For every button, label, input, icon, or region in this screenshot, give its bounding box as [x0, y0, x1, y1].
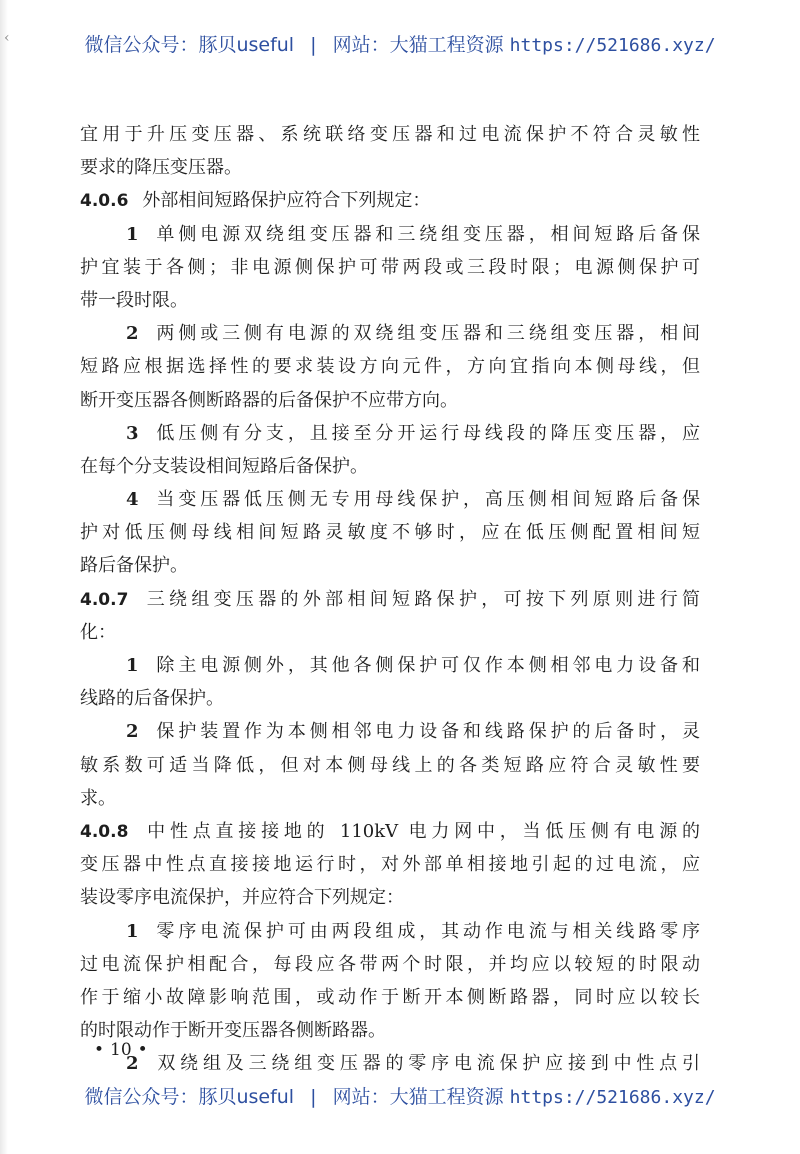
item-text: 保护装置作为本侧相邻电力设备和线路保护的后备时，灵	[152, 721, 700, 743]
item-number: 1	[126, 920, 139, 942]
clause-number: 4.0.7	[80, 589, 129, 610]
text-line: 要求的降压变压器。	[80, 157, 242, 179]
item-text: 当变压器低压侧无专用母线保护，高压侧相间短路后备保	[152, 489, 700, 511]
list-item	[80, 649, 700, 682]
item-number: 2	[126, 721, 139, 743]
text-line: 作于缩小故障影响范围，或动作于断开本侧断路器，同时应以较长	[80, 986, 700, 1008]
watermark-account: 微信公众号：豚贝useful	[84, 1086, 295, 1108]
page-number-value: 10	[110, 1040, 132, 1060]
watermark-separator: |	[310, 1086, 317, 1108]
text-line: 在每个分支装设相间短路后备保护。	[80, 455, 368, 477]
text-line: 过电流保护相配合，每段应各带两个时限，并均应以较短的时限动	[80, 953, 700, 975]
text-line: 线路的后备保护。	[80, 688, 224, 710]
list-item	[80, 417, 700, 450]
text-line: 护宜装于各侧；非电源侧保护可带两段或三段时限；电源侧保护可	[80, 256, 700, 278]
item-text: 单侧电源双绕组变压器和三绕组变压器，相间短路后备保	[152, 223, 700, 245]
watermark-site: 网站：大猫工程资源	[332, 34, 504, 56]
page-number-dot: •	[137, 1040, 148, 1060]
scan-mark-icon: ‹	[4, 30, 10, 46]
item-text: 除主电源侧外，其他各侧保护可仅作本侧相邻电力设备和	[152, 655, 700, 676]
page-number	[88, 1040, 154, 1060]
text-line: 变压器中性点直接接地运行时，对外部单相接地引起的过电流，应	[80, 854, 700, 876]
watermark-site: 网站：大猫工程资源	[332, 1086, 504, 1108]
item-number: 4	[126, 489, 139, 511]
list-item	[80, 218, 700, 251]
list-item	[80, 915, 700, 948]
item-number: 2	[126, 1053, 139, 1075]
text-line: 的时限动作于断开变压器各侧断路器。	[80, 1020, 386, 1042]
clause-text: 外部相间短路保护应符合下列规定：	[142, 190, 431, 212]
document-body	[80, 118, 700, 1080]
item-text: 两侧或三侧有电源的双绕组变压器和三绕组变压器，相间	[152, 323, 700, 345]
text-line: 护对低压侧母线相间短路灵敏度不够时，应在低压侧配置相间短	[80, 522, 700, 544]
item-number: 1	[126, 655, 139, 676]
item-text: 双绕组及三绕组变压器的零序电流保护应接到中性点引	[152, 1053, 700, 1075]
clause-4-0-7	[80, 583, 700, 616]
clause-4-0-6	[80, 184, 700, 217]
text-line: 装设零序电流保护，并应符合下列规定：	[80, 887, 404, 909]
text-line: 短路应根据选择性的要求装设方向元件，方向宜指向本侧母线，但	[80, 356, 700, 378]
list-item	[80, 483, 700, 516]
watermark-url[interactable]: https://521686.xyz/	[509, 35, 716, 56]
item-number: 2	[126, 323, 139, 345]
list-item	[80, 715, 700, 748]
scan-edge-shadow	[0, 0, 8, 1154]
clause-number: 4.0.8	[80, 821, 129, 842]
item-text: 零序电流保护可由两段组成，其动作电流与相关线路零序	[152, 920, 700, 942]
watermark-separator: |	[310, 34, 317, 56]
watermark-account: 微信公众号：豚贝useful	[84, 34, 295, 56]
clause-text: 中性点直接接地的 110kV 电力网中，当低压侧有电源的	[142, 820, 700, 842]
text-line: 断开变压器各侧断路器的后备保护不应带方向。	[80, 389, 458, 411]
clause-number: 4.0.6	[80, 191, 129, 212]
list-item	[80, 1047, 700, 1080]
page-number-dot: •	[94, 1040, 105, 1060]
text-line: 化：	[80, 621, 116, 643]
item-number: 3	[126, 422, 139, 444]
clause-4-0-8	[80, 815, 700, 848]
clause-text: 三绕组变压器的外部相间短路保护，可按下列原则进行简	[142, 588, 700, 610]
list-item	[80, 317, 700, 350]
item-text: 低压侧有分支，且接至分开运行母线段的降压变压器，应	[152, 422, 700, 444]
text-line: 带一段时限。	[80, 289, 188, 311]
watermark-top	[0, 30, 800, 57]
text-line: 求。	[80, 787, 116, 809]
text-line: 敏系数可适当降低，但对本侧母线上的各类短路应符合灵敏性要	[80, 754, 700, 776]
text-line: 路后备保护。	[80, 555, 188, 577]
watermark-url[interactable]: https://521686.xyz/	[509, 1087, 716, 1108]
watermark-bottom	[0, 1082, 800, 1109]
item-number: 1	[126, 223, 139, 245]
text-line: 宜用于升压变压器、系统联络变压器和过电流保护不符合灵敏性	[80, 124, 700, 145]
